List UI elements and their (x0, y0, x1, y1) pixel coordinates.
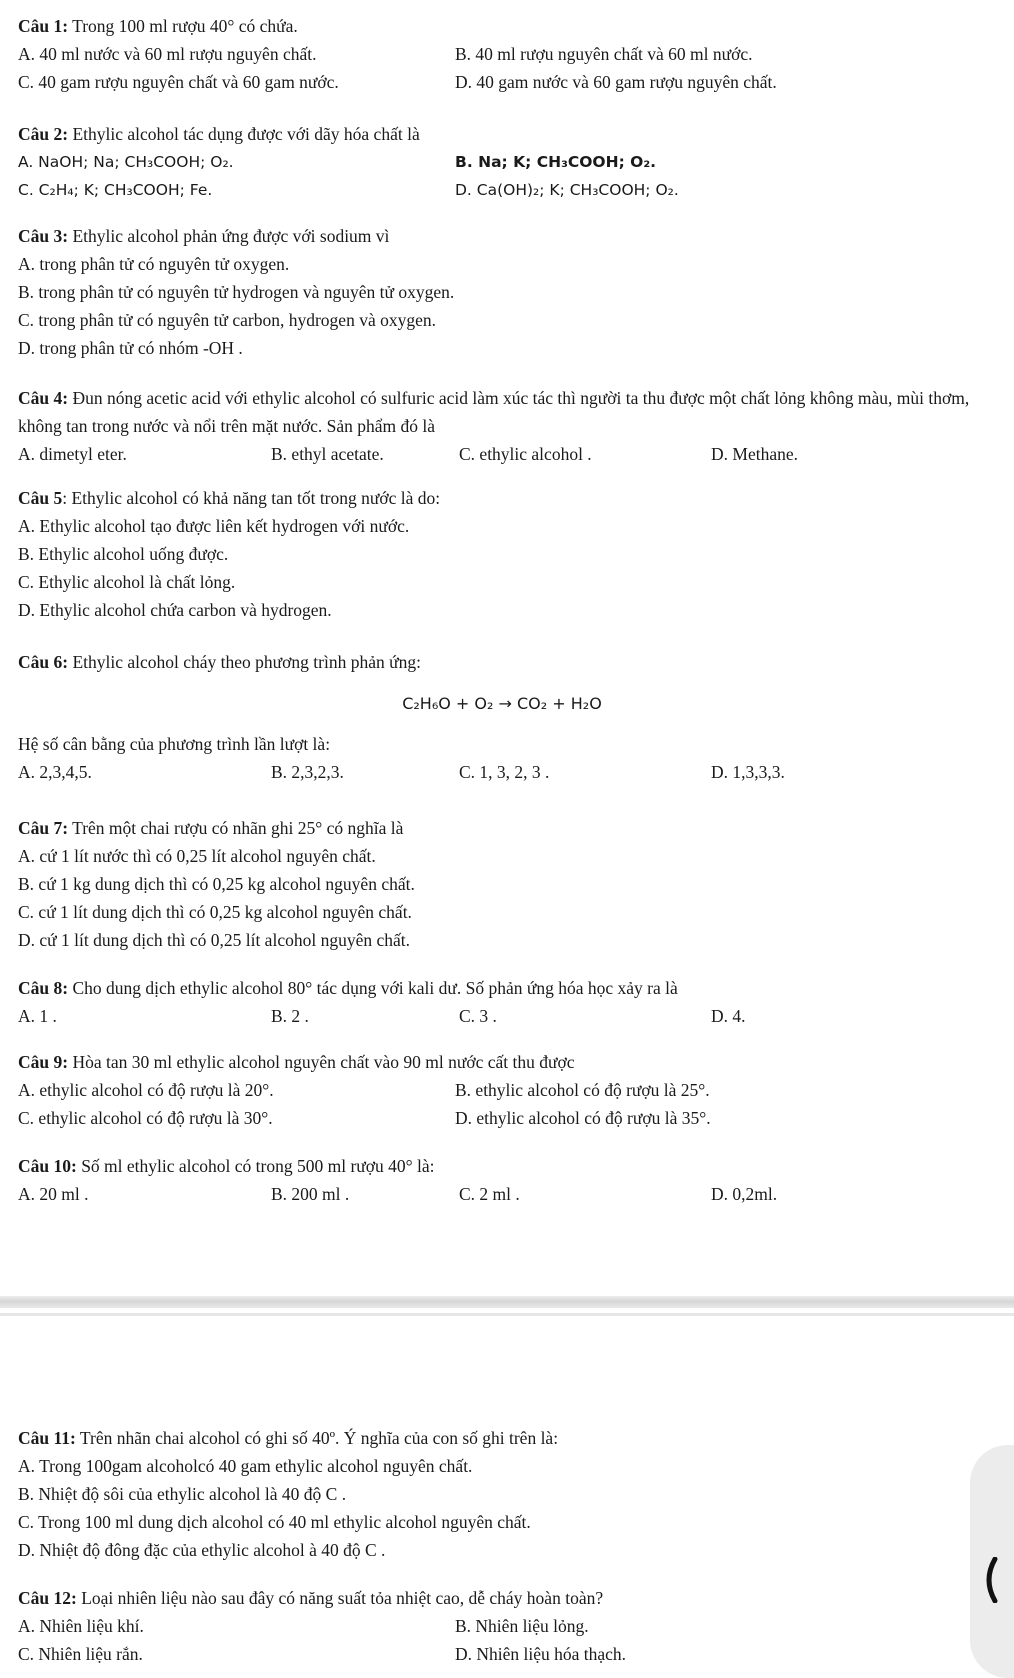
question-text: Ethylic alcohol phản ứng được với sodium vì (68, 226, 390, 246)
question-11 (18, 1424, 1006, 1564)
option-d: D. trong phân tử có nhóm -OH . (18, 338, 243, 358)
chevron-left-icon (978, 1557, 1000, 1603)
question-2 (18, 120, 1006, 204)
question-stem (18, 12, 1006, 40)
question-label: Câu 8: (18, 978, 69, 998)
question-stem (18, 1048, 1006, 1076)
side-panel-handle[interactable] (970, 1445, 1014, 1678)
option-c: C. 40 gam rượu nguyên chất và 60 gam nước. (18, 72, 339, 92)
option-b: B. 2,3,2,3. (271, 762, 344, 782)
question-label: Câu 12: (18, 1588, 77, 1608)
question-label: Câu 5 (18, 488, 63, 508)
option-a: A. ethylic alcohol có độ rượu là 20°. (18, 1080, 274, 1100)
option-a: A. Ethylic alcohol tạo được liên kết hydrogen với nước. (18, 516, 410, 536)
option-d: D. ethylic alcohol có độ rượu là 35°. (455, 1108, 711, 1128)
option-b: B. 200 ml . (271, 1184, 350, 1204)
option-d: D. cứ 1 lít dung dịch thì có 0,25 lít alcohol nguyên chất. (18, 930, 410, 950)
question-9 (18, 1048, 1006, 1132)
option-b: B. cứ 1 kg dung dịch thì có 0,25 kg alcohol nguyên chất. (18, 874, 415, 894)
question-label: Câu 9: (18, 1052, 69, 1072)
question-text: Trong 100 ml rượu 40° có chứa. (68, 16, 298, 36)
question-label: Câu 6: (18, 652, 69, 672)
question-label: Câu 10: (18, 1156, 77, 1176)
option-a: A. 2,3,4,5. (18, 762, 92, 782)
page-divider-shadow (0, 1313, 1014, 1316)
question-stem (18, 974, 1006, 1002)
option-d: D. 40 gam nước và 60 gam rượu nguyên chất. (455, 72, 777, 92)
option-b: B. trong phân tử có nguyên tử hydrogen và nguyên tử oxygen. (18, 282, 455, 302)
question-3 (18, 222, 1006, 362)
reaction-equation: C₂H₆O + O₂ → CO₂ + H₂O (402, 694, 602, 713)
option-a: A. 40 ml nước và 60 ml rượu nguyên chất. (18, 44, 317, 64)
option-c: C. C₂H₄; K; CH₃COOH; Fe. (18, 181, 213, 199)
question-text: : Ethylic alcohol có khả năng tan tốt trong nước là do: (62, 488, 441, 508)
question-stem (18, 484, 1006, 512)
option-a: A. Nhiên liệu khí. (18, 1616, 144, 1636)
option-b: B. Nhiệt độ sôi của ethylic alcohol là 40 độ C . (18, 1484, 347, 1504)
question-7 (18, 814, 1006, 954)
question-5 (18, 484, 1006, 624)
question-text: Trên một chai rượu có nhãn ghi 25° có nghĩa là (68, 818, 404, 838)
option-c: C. trong phân tử có nguyên tử carbon, hydrogen và oxygen. (18, 310, 436, 330)
option-a: A. 20 ml . (18, 1184, 89, 1204)
question-10 (18, 1152, 1006, 1208)
option-d: D. Nhiệt độ đông đặc của ethylic alcohol à 40 độ C . (18, 1540, 386, 1560)
option-a: A. 1 . (18, 1006, 57, 1026)
option-d: D. 0,2ml. (711, 1184, 778, 1204)
question-text: Cho dung dịch ethylic alcohol 80° tác dụng với kali dư. Số phản ứng hóa học xảy ra là (68, 978, 678, 998)
question-label: Câu 11: (18, 1428, 76, 1448)
option-a: A. trong phân tử có nguyên tử oxygen. (18, 254, 290, 274)
question-text: Ethylic alcohol tác dụng được với dãy hóa chất là (68, 124, 420, 144)
question-label: Câu 1: (18, 16, 69, 36)
question-stem (18, 648, 1006, 676)
question-text: Số ml ethylic alcohol có trong 500 ml rượu 40° là: (76, 1156, 435, 1176)
option-a: A. Trong 100gam alcoholcó 40 gam ethylic alcohol nguyên chất. (18, 1456, 473, 1476)
option-c: C. Nhiên liệu rắn. (18, 1644, 143, 1664)
option-d: D. Methane. (711, 444, 798, 464)
page-divider (0, 1296, 1014, 1308)
option-d: D. Ethylic alcohol chứa carbon và hydrogen. (18, 600, 332, 620)
question-12 (18, 1584, 1006, 1668)
option-b: B. Nhiên liệu lỏng. (455, 1616, 589, 1636)
option-d: D. Ca(OH)₂; K; CH₃COOH; O₂. (455, 181, 679, 199)
question-label: Câu 3: (18, 226, 69, 246)
option-c: C. Trong 100 ml dung dịch alcohol có 40 ml ethylic alcohol nguyên chất. (18, 1512, 531, 1532)
option-b: B. 40 ml rượu nguyên chất và 60 ml nước. (455, 44, 753, 64)
option-a: A. NaOH; Na; CH₃COOH; O₂. (18, 153, 234, 171)
question-subtext: Hệ số cân bằng của phương trình lần lượt là: (18, 734, 331, 754)
question-label: Câu 2: (18, 124, 69, 144)
question-label: Câu 7: (18, 818, 69, 838)
question-text: Trên nhãn chai alcohol có ghi số 40º. Ý nghĩa của con số ghi trên là: (75, 1428, 559, 1448)
option-c: C. 1, 3, 2, 3 . (459, 762, 550, 782)
option-d: D. 4. (711, 1006, 746, 1026)
question-stem (18, 814, 1006, 842)
option-c: C. 3 . (459, 1006, 497, 1026)
question-stem (18, 1424, 1006, 1452)
question-stem (18, 384, 1006, 440)
question-text: Đun nóng acetic acid với ethylic alcohol có sulfuric acid làm xúc tác thì người ta thu được một chất lỏng không màu, mùi thơm, không tan trong nước và nổi trên mặt nước. Sản phẩm đó là (18, 388, 970, 436)
option-a: A. dimetyl eter. (18, 444, 127, 464)
question-text: Ethylic alcohol cháy theo phương trình phản ứng: (68, 652, 421, 672)
option-b: B. 2 . (271, 1006, 309, 1026)
question-text: Hòa tan 30 ml ethylic alcohol nguyên chất vào 90 ml nước cất thu được (68, 1052, 575, 1072)
option-c: C. cứ 1 lít dung dịch thì có 0,25 kg alcohol nguyên chất. (18, 902, 412, 922)
question-8 (18, 974, 1006, 1030)
option-d: D. 1,3,3,3. (711, 762, 785, 782)
option-d: D. Nhiên liệu hóa thạch. (455, 1644, 627, 1664)
question-stem (18, 1584, 1006, 1612)
question-1 (18, 12, 1006, 96)
question-4 (18, 384, 1006, 468)
question-label: Câu 4: (18, 388, 69, 408)
option-c: C. Ethylic alcohol là chất lỏng. (18, 572, 236, 592)
option-c: C. 2 ml . (459, 1184, 520, 1204)
question-stem (18, 1152, 1006, 1180)
question-stem (18, 120, 1006, 148)
option-a: A. cứ 1 lít nước thì có 0,25 lít alcohol nguyên chất. (18, 846, 376, 866)
question-stem (18, 222, 1006, 250)
option-c: C. ethylic alcohol có độ rượu là 30°. (18, 1108, 273, 1128)
question-6 (18, 648, 1006, 786)
option-b: B. Na; K; CH₃COOH; O₂. (455, 153, 657, 171)
option-b: B. ethylic alcohol có độ rượu là 25°. (455, 1080, 710, 1100)
option-b: B. ethyl acetate. (271, 444, 384, 464)
option-b: B. Ethylic alcohol uống được. (18, 544, 229, 564)
option-c: C. ethylic alcohol . (459, 444, 592, 464)
question-text: Loại nhiên liệu nào sau đây có năng suất tỏa nhiệt cao, dễ cháy hoàn toàn? (76, 1588, 604, 1608)
